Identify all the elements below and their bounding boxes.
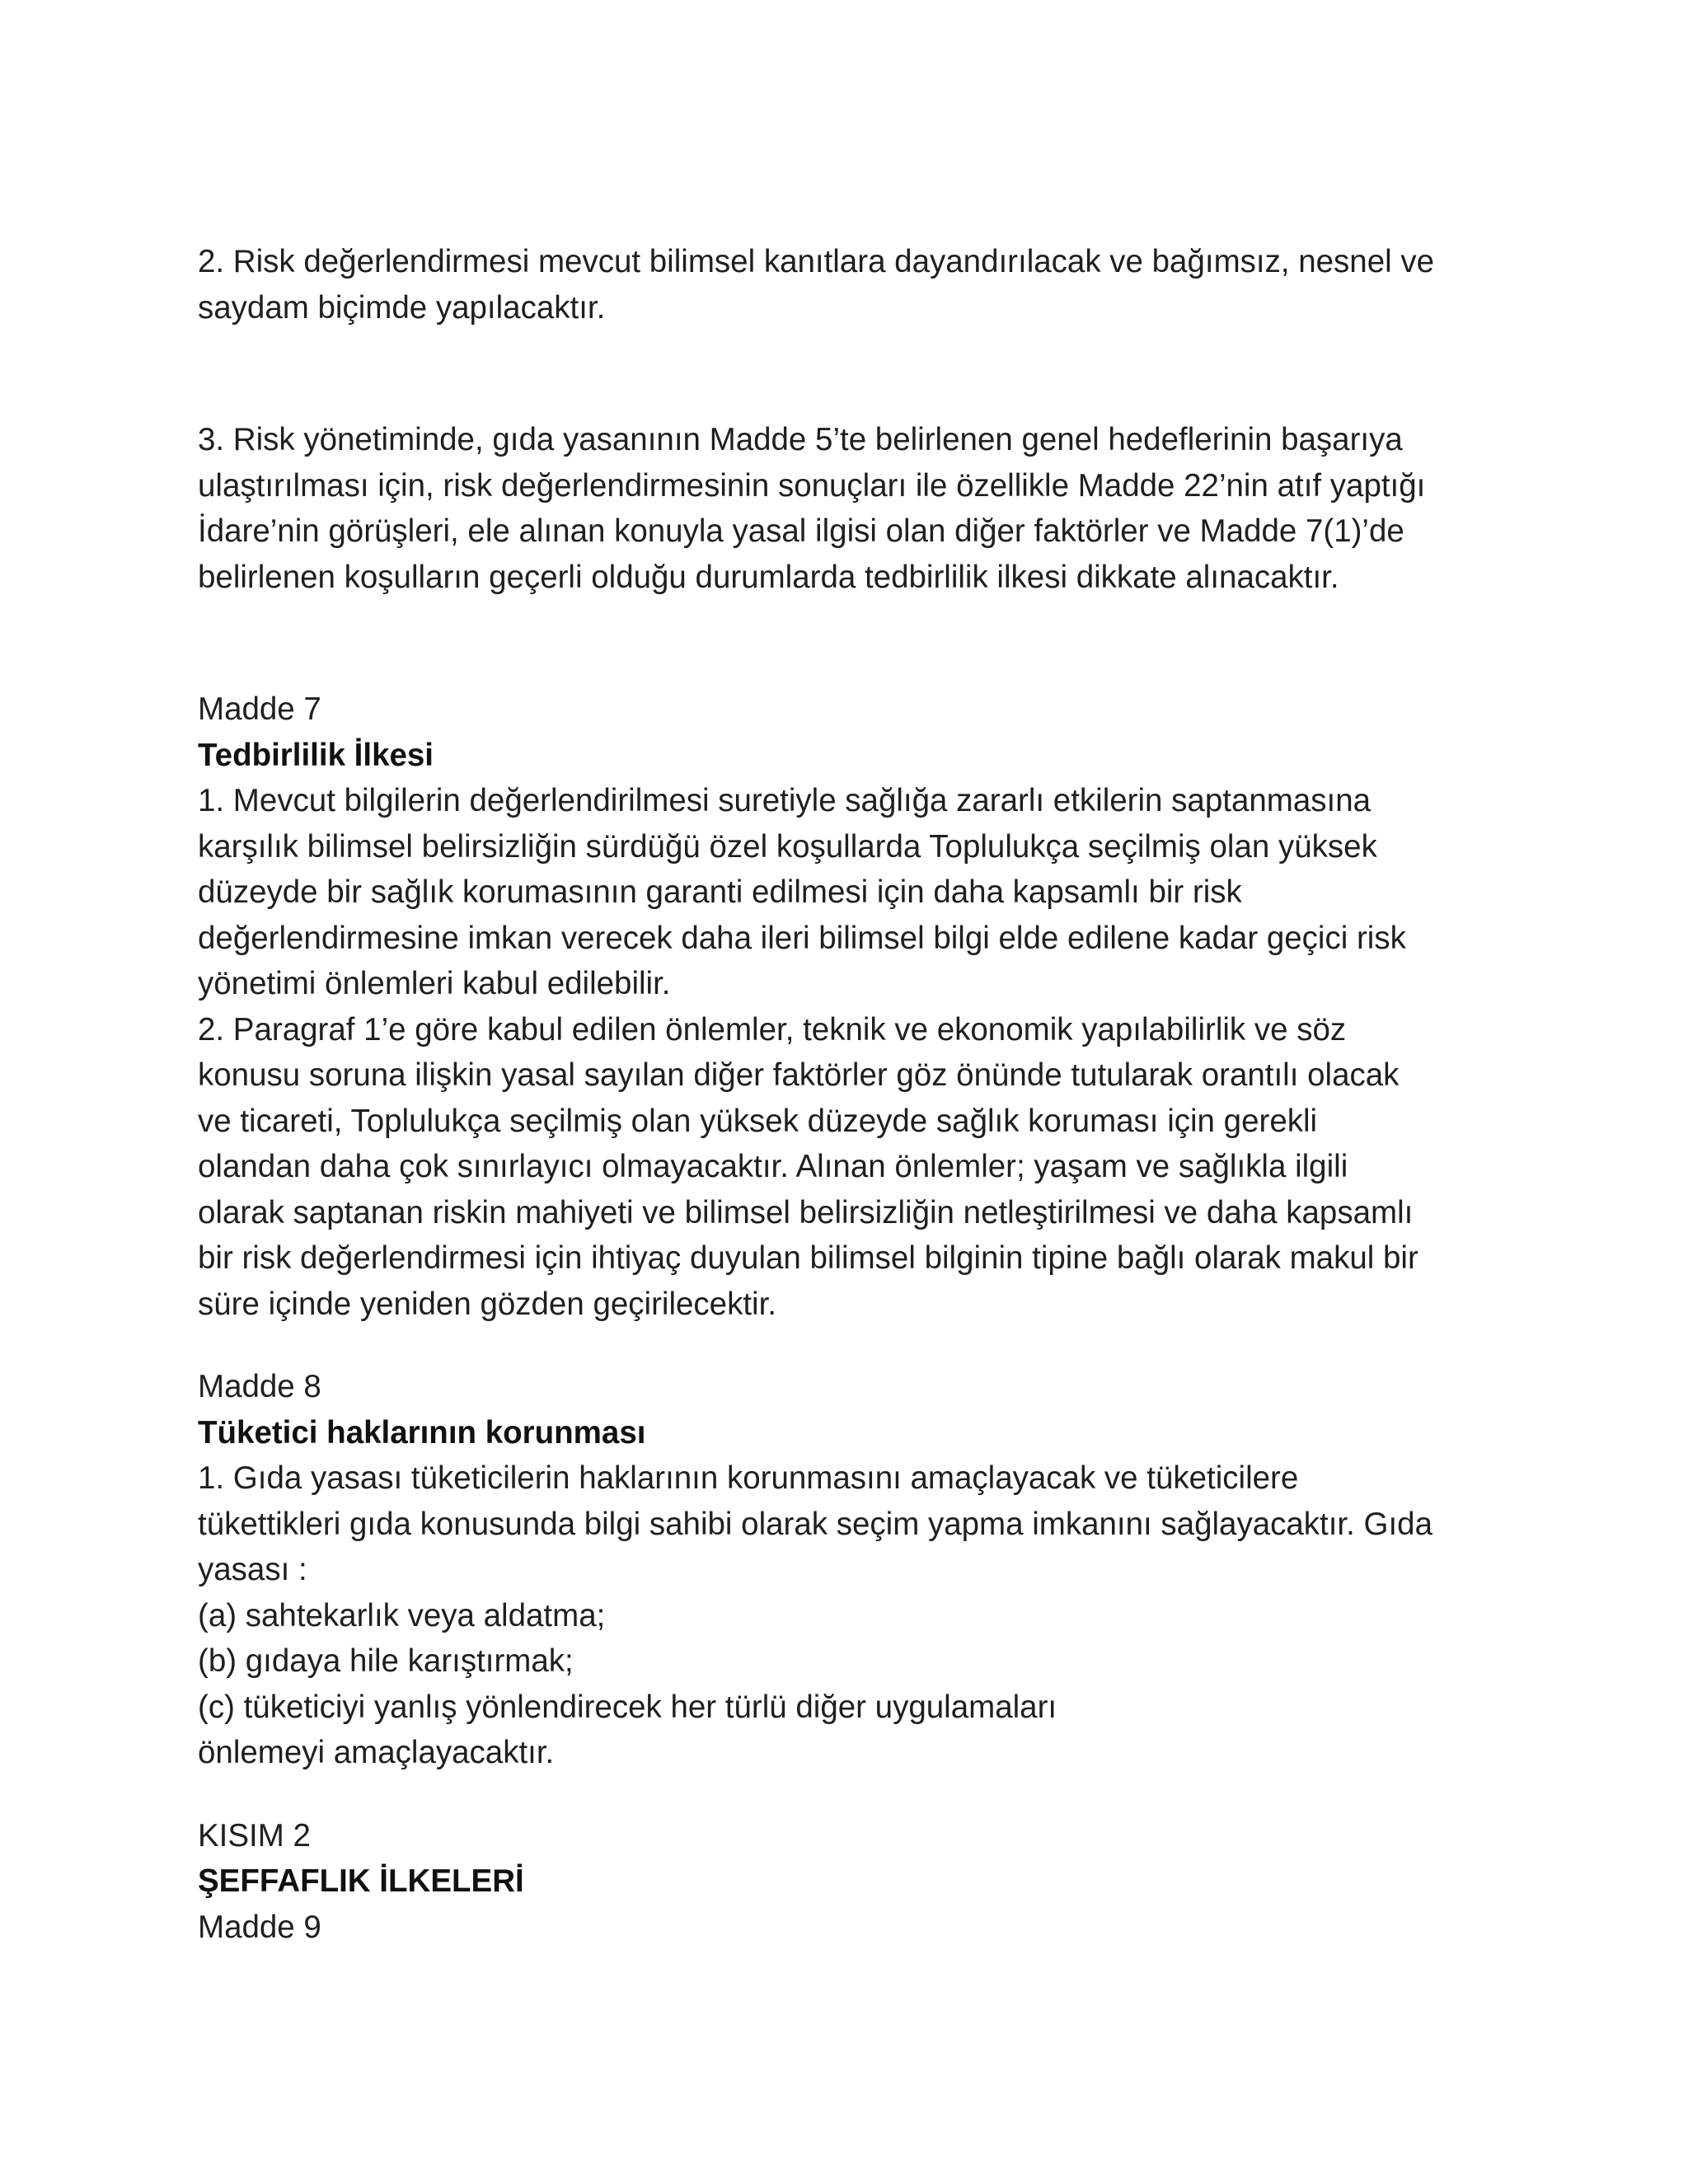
text-line: önlemeyi amaçlayacaktır. [198,1735,555,1770]
article-title: Tüketici haklarının korunması [198,1414,646,1451]
text-line: bir risk değerlendirmesi için ihtiyaç duyulan bilimsel bilginin tipine bağlı olarak makul bir [198,1240,1418,1276]
part-title: ŞEFFAFLIK İLKELERİ [198,1863,524,1899]
text-line: tükettikleri gıda konusunda bilgi sahibi olarak seçim yapma imkanını sağlayacaktır. Gıda [198,1506,1432,1542]
text-line: belirlenen koşulların geçerli olduğu durumlarda tedbirlilik ilkesi dikkate alınacaktır. [198,559,1339,595]
text-line: konusu soruna ilişkin yasal sayılan diğer faktörler göz önünde tutularak orantılı olacak [198,1057,1400,1093]
text-line: saydam biçimde yapılacaktır. [198,289,606,326]
text-line: olandan daha çok sınırlayıcı olmayacaktır. Alınan önlemler; yaşam ve sağlıkla ilgili [198,1149,1348,1184]
section-madde-8 [198,1364,1508,1776]
article-label: Madde 8 [198,1369,321,1404]
text-line: 2. Risk değerlendirmesi mevcut bilimsel kanıtlara dayandırılacak ve bağımsız, nesnel ve [198,244,1435,279]
article-label: Madde 9 [198,1909,321,1945]
text-line: yönetimi önlemleri kabul edilebilir. [198,966,671,1001]
article-title: Tedbirlilik İlkesi [198,737,434,773]
paragraph-3 [198,417,1508,600]
section-kisim-2 [198,1813,1508,1951]
text-line: 1. Mevcut bilgilerin değerlendirilmesi suretiyle sağlığa zararlı etkilerin saptanmasına [198,783,1372,818]
text-line: süre içinde yeniden gözden geçirilecektir. [198,1286,776,1322]
text-line: ve ticareti, Toplulukça seçilmiş olan yüksek düzeyde sağlık koruması için gerekli [198,1103,1318,1139]
text-line: İdare’nin görüşleri, ele alınan konuyla yasal ilgisi olan diğer faktörler ve Madde 7(1)’de [198,513,1404,549]
list-item: (c) tüketiciyi yanlış yönlendirecek her türlü diğer uygulamaları [198,1689,1057,1725]
section-madde-7 [198,687,1508,1327]
part-label: KISIM 2 [198,1817,311,1854]
text-line: değerlendirmesine imkan verecek daha ileri bilimsel bilgi elde edilene kadar geçici risk [198,920,1406,956]
text-line: yasası : [198,1552,307,1587]
paragraph-2 [198,239,1508,330]
text-line: 1. Gıda yasası tüketicilerin haklarının korunmasını amaçlayacak ve tüketicilere [198,1460,1299,1496]
text-line: 2. Paragraf 1’e göre kabul edilen önlemler, teknik ve ekonomik yapılabilirlik ve söz [198,1011,1347,1047]
list-item: (a) sahtekarlık veya aldatma; [198,1597,606,1633]
list-item: (b) gıdaya hile karıştırmak; [198,1643,574,1679]
text-line: 3. Risk yönetiminde, gıda yasanının Madde 5’te belirlenen genel hedeflerinin başarıya [198,422,1403,457]
text-line: ulaştırılması için, risk değerlendirmesinin sonuçları ile özellikle Madde 22’nin atıf yaptığı [198,467,1426,504]
document-body [198,239,1508,1950]
text-line: karşılık bilimsel belirsizliğin sürdüğü özel koşullarda Toplulukça seçilmiş olan yüksek [198,828,1377,865]
article-label: Madde 7 [198,691,321,727]
text-line: düzeyde bir sağlık korumasının garanti edilmesi için daha kapsamlı bir risk [198,874,1242,910]
text-line: olarak saptanan riskin mahiyeti ve bilimsel belirsizliğin netleştirilmesi ve daha kapsamlı [198,1194,1414,1230]
